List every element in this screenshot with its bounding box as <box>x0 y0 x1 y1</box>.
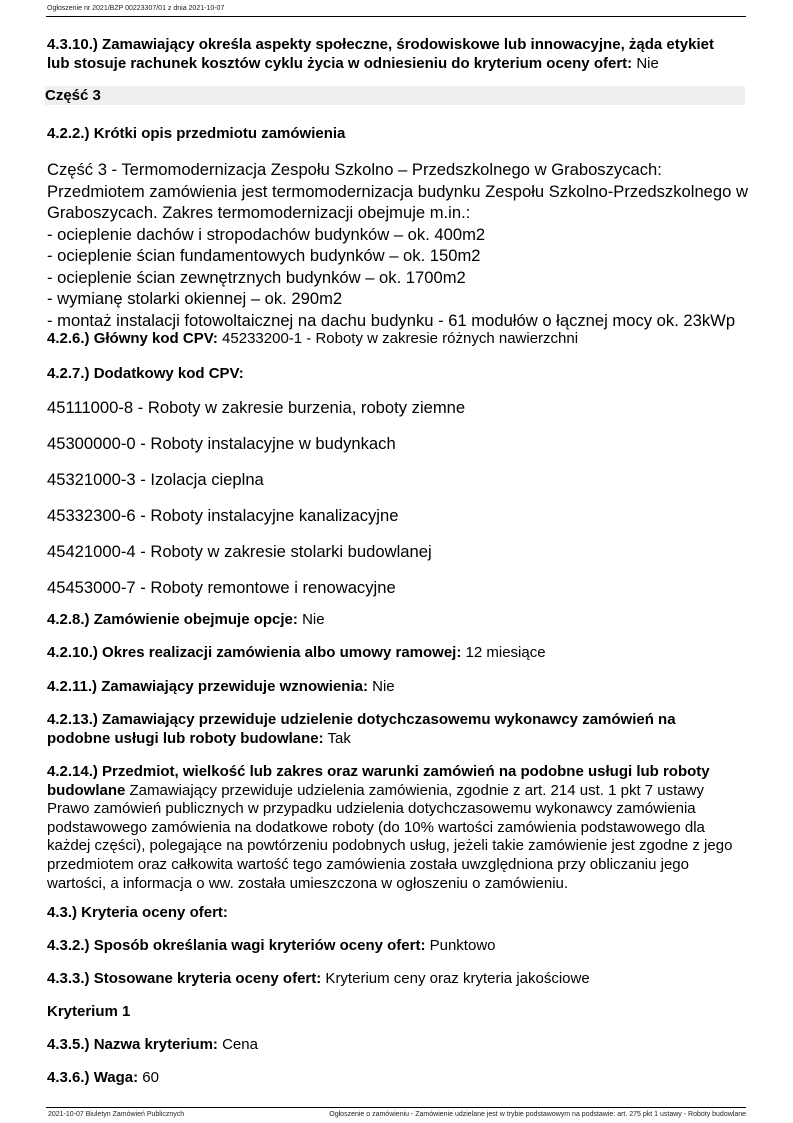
section-text-line: przedmiotem oraz całkowita wartość tego zamówienia została uwzględniona przy obliczaniu jego <box>47 855 689 873</box>
section-value: Nie <box>297 611 325 628</box>
section-value: 45233200-1 - Roboty w zakresie różnych nawierzchni <box>217 330 579 347</box>
cpv-code-item: 45111000-8 - Roboty w zakresie burzenia, roboty ziemne <box>47 398 466 417</box>
section-value: 60 <box>138 1069 159 1086</box>
section-label: 4.3.10.) Zamawiający określa aspekty społeczne, środowiskowe lub innowacyjne, żąda etykiet <box>47 36 714 53</box>
section-value: Punktowo <box>425 937 496 954</box>
section-label: 4.2.13.) Zamawiający przewiduje udzielenie dotychczasowemu wykonawcy zamówień na <box>47 711 676 728</box>
footer-left: 2021-10-07 Biuletyn Zamówień Publicznych <box>48 1111 185 1118</box>
description-line: - montaż instalacji fotowoltaicznej na dachu budynku - 61 modułów o łącznej mocy ok. 23kWp <box>47 310 736 330</box>
description-line: - ocieplenie dachów i stropodachów budynków – ok. 400m2 <box>47 224 486 244</box>
page-header <box>46 3 746 17</box>
cpv-code-item: 45421000-4 - Roboty w zakresie stolarki budowlanej <box>47 542 432 561</box>
section-value: Nie <box>367 678 395 695</box>
cpv-code-item: 45300000-0 - Roboty instalacyjne w budynkach <box>47 434 396 453</box>
page-footer <box>46 1107 746 1118</box>
section-value: Nie <box>632 55 659 72</box>
section-4-2-7-label: 4.2.7.) Dodatkowy kod CPV: <box>47 365 244 382</box>
section-label: 4.2.10.) Okres realizacji zamówienia albo umowy ramowej: <box>47 644 462 661</box>
section-4-3-6 <box>47 1068 752 1087</box>
section-4-3-10 <box>47 35 752 73</box>
description-line: Graboszycach. Zakres termomodernizacji obejmuje m.in.: <box>47 203 471 222</box>
section-label: 4.3.3.) Stosowane kryteria oceny ofert: <box>47 970 322 987</box>
section-label: 4.2.8.) Zamówienie obejmuje opcje: <box>47 611 298 628</box>
part-title: Część 3 <box>45 86 745 105</box>
section-text-line: wartości, a informacja o ww. została umieszczona w ogłoszeniu o zamówieniu. <box>47 874 569 892</box>
section-label: budowlane <box>47 781 126 799</box>
section-label: 4.2.6.) Główny kod CPV: <box>47 330 218 347</box>
description-line: Część 3 - Termomodernizacja Zespołu Szkolno – Przedszkolnego w Graboszycach: <box>47 160 662 179</box>
section-4-2-14 <box>47 763 752 893</box>
cpv-code-item: 45453000-7 - Roboty remontowe i renowacyjne <box>47 578 396 597</box>
section-label: 4.3.2.) Sposób określania wagi kryteriów oceny ofert: <box>47 937 426 954</box>
section-text-line: Prawo zamówień publicznych w przypadku udzielenia dotychczasowemu wykonawcy zamówienia <box>47 800 696 818</box>
section-label: lub stosuje rachunek kosztów cyklu życia w odniesieniu do kryterium oceny ofert: <box>47 55 633 72</box>
section-4-3-2 <box>47 936 752 955</box>
section-4-2-2-description <box>47 159 752 331</box>
section-4-2-8 <box>47 610 752 629</box>
section-label: podobne usługi lub roboty budowlane: <box>47 730 324 747</box>
section-value: Tak <box>323 730 351 747</box>
description-line: - ocieplenie ścian zewnętrznych budynków – ok. 1700m2 <box>47 267 466 287</box>
criterion-title: Kryterium 1 <box>47 1003 131 1020</box>
section-value: Cena <box>217 1036 258 1053</box>
cpv-code-item: 45321000-3 - Izolacja cieplna <box>47 470 264 489</box>
section-label: 4.3.6.) Waga: <box>47 1069 139 1086</box>
section-4-2-11 <box>47 677 752 696</box>
section-text-line: podstawowego zamówienia na dodatkowe roboty (do 10% wartości zamówienia podstawowego dla <box>47 818 705 836</box>
part-heading-bar <box>46 86 746 105</box>
cpv-code-item: 45332300-6 - Roboty instalacyjne kanalizacyjne <box>47 506 399 525</box>
footer-right: Ogłoszenie o zamówieniu - Zamówienie udzielane jest w trybie podstawowym na podstawie: art. 275 pkt 1 ustawy - Roboty budowlane <box>329 1111 746 1118</box>
section-value: Zamawiający przewiduje udzielenia zamówienia, zgodnie z art. 214 ust. 1 pkt 7 ustawy <box>125 781 704 799</box>
section-label: 4.2.11.) Zamawiający przewiduje wznowienia: <box>47 678 368 695</box>
section-4-2-2-label: 4.2.2.) Krótki opis przedmiotu zamówienia <box>47 125 346 142</box>
section-text-line: każdej części), polegające na powtórzeniu podobnych usług, jeżeli takie zamówienie jest zgodne z jego <box>47 837 733 855</box>
section-4-3-3 <box>47 969 752 988</box>
section-label: 4.3.5.) Nazwa kryterium: <box>47 1036 218 1053</box>
description-line: - wymianę stolarki okiennej – ok. 290m2 <box>47 289 343 308</box>
section-value: Kryterium ceny oraz kryteria jakościowe <box>321 970 590 987</box>
section-4-3-5 <box>47 1035 752 1054</box>
notice-reference: Ogłoszenie nr 2021/BZP 00223307/01 z dnia 2021-10-07 <box>47 5 225 12</box>
section-4-2-6 <box>47 329 752 348</box>
section-label: 4.2.14.) Przedmiot, wielkość lub zakres oraz warunki zamówień na podobne usługi lub roboty <box>47 763 710 780</box>
section-4-2-13 <box>47 710 752 748</box>
section-value: 12 miesiące <box>461 644 546 661</box>
section-4-3-label: 4.3.) Kryteria oceny ofert: <box>47 904 228 921</box>
description-line: Przedmiotem zamówienia jest termomodernizacja budynku Zespołu Szkolno-Przedszkolnego w <box>47 181 748 201</box>
section-4-2-10 <box>47 643 752 662</box>
description-line: - ocieplenie ścian fundamentowych budynków – ok. 150m2 <box>47 246 481 265</box>
